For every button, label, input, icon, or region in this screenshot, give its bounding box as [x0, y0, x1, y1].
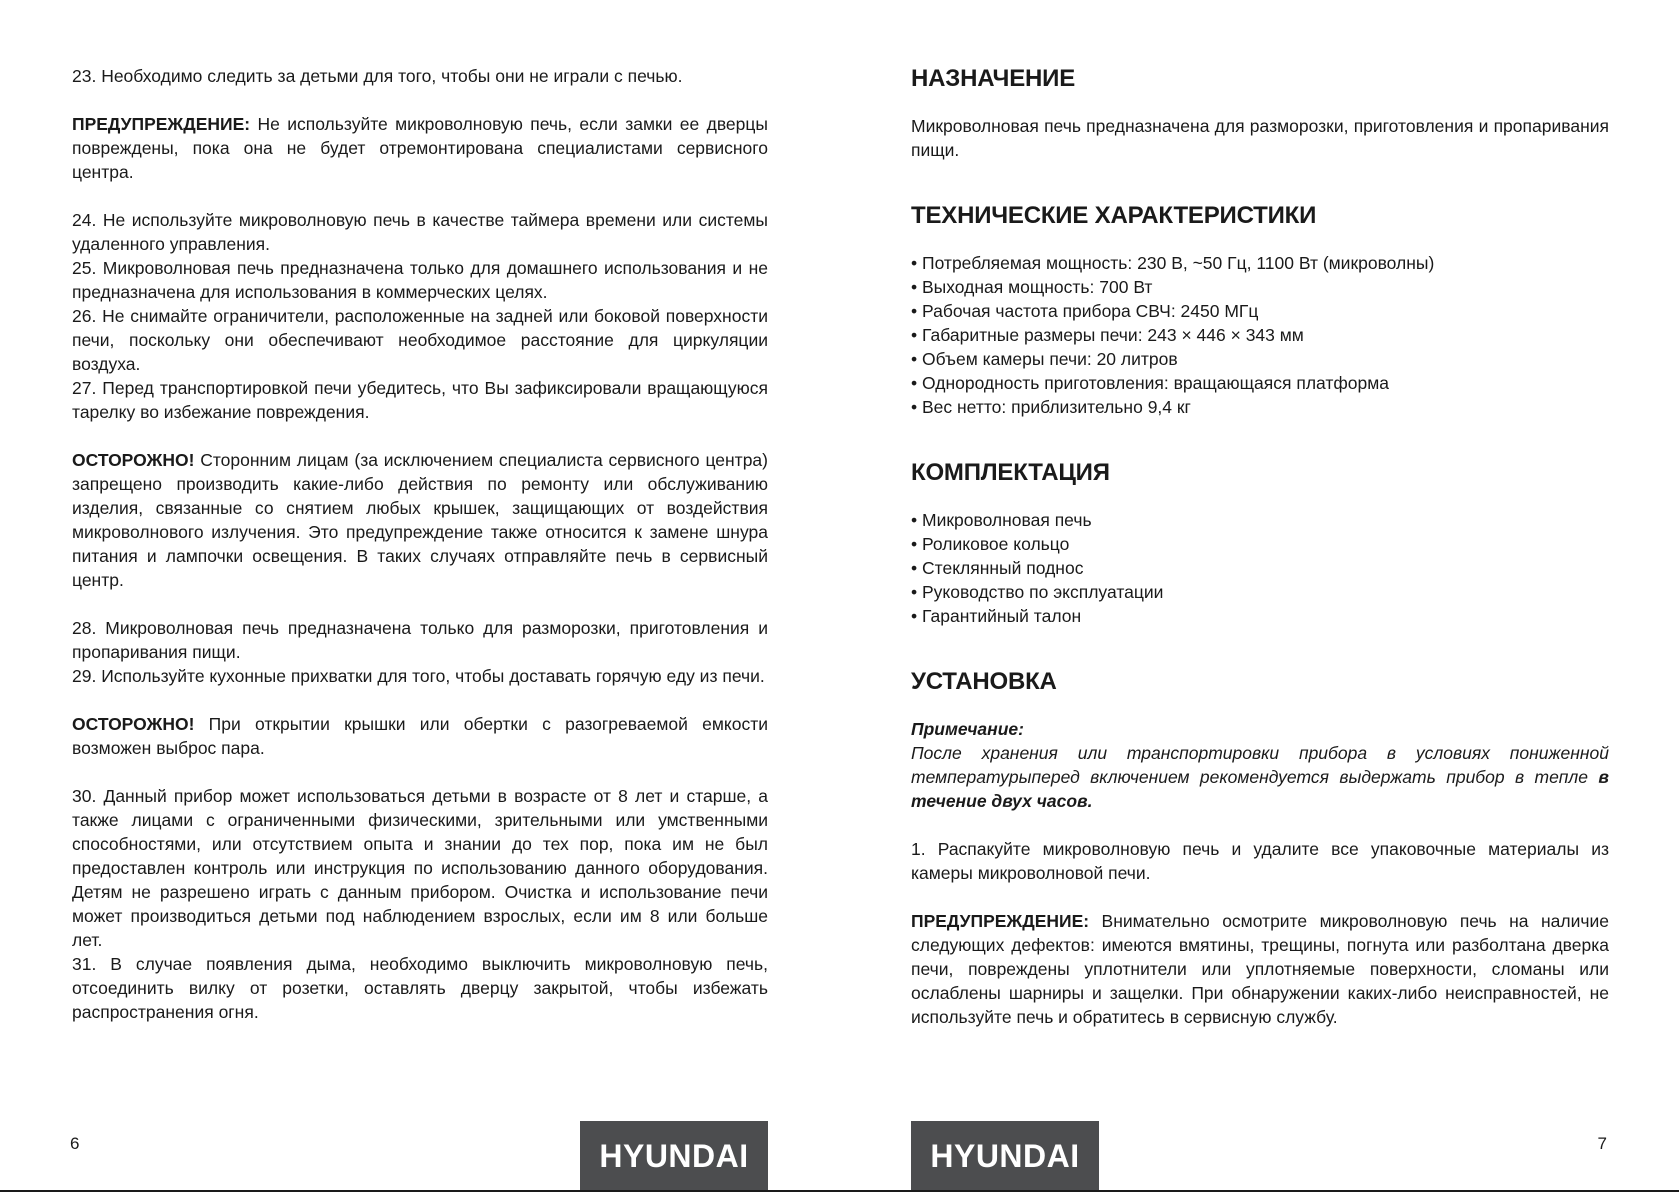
purpose-heading: НАЗНАЧЕНИЕ [911, 65, 1075, 92]
spec-item: • Однородность приготовления: вращающаяся платформа [911, 371, 1609, 395]
spec-item: • Вес нетто: приблизительно 9,4 кг [911, 395, 1609, 419]
spec-item: • Габаритные размеры печи: 243 × 446 × 343 мм [911, 323, 1609, 347]
note-body: После хранения или транспортировки прибора в условиях пониженной температурыперед включением рекомендуется выдержать прибор в тепле [911, 743, 1609, 787]
package-item: • Роликовое кольцо [911, 532, 1609, 556]
hyundai-logo: HYUNDAI [911, 1121, 1099, 1192]
spec-item: • Рабочая частота прибора СВЧ: 2450 МГц [911, 299, 1609, 323]
hyundai-logo: HYUNDAI [580, 1121, 768, 1192]
page-number: 6 [70, 1134, 80, 1153]
warning-text: Внимательно осмотрите микроволновую печь на наличие следующих дефектов: имеются вмятины, трещины, погнута или разболтана дверка печи, повреждены уплотнители или уплотняемые поверхности, сломаны или ослаблены шарниры и защелки. При обнаружении каких-либо неисправностей, не используйте печь и обратитесь в сервисную службу. [911, 911, 1609, 1027]
item-27: 27. Перед транспортировкой печи убедитесь, что Вы зафиксировали вращающуюся тарелку во избежание повреждения. [72, 378, 768, 422]
package-item: • Микроволновая печь [911, 508, 1609, 532]
caution-steam [72, 712, 768, 760]
package-list [911, 508, 1609, 628]
item-29: 29. Используйте кухонные прихватки для того, чтобы доставать горячую еду из печи. [72, 666, 765, 686]
spec-item: • Потребляемая мощность: 230 В, ~50 Гц, 1100 Вт (микроволны) [911, 251, 1609, 275]
item-28: 28. Микроволновая печь предназначена только для разморозки, приготовления и пропаривания пищи. [72, 618, 768, 662]
warning-text: Не используйте микроволновую печь, если замки ее дверцы повреждены, пока она не будет отремонтирована специалистами сервисного центра. [72, 114, 768, 182]
specs-heading: ТЕХНИЧЕСКИЕ ХАРАКТЕРИСТИКИ [911, 202, 1317, 229]
caution-label: ОСТОРОЖНО! [72, 714, 195, 734]
installation-heading: УСТАНОВКА [911, 668, 1057, 695]
purpose-text: Микроволновая печь предназначена для разморозки, приготовления и пропаривания пищи. [911, 116, 1609, 160]
caution-text: Сторонним лицам (за исключением специалиста сервисного центра) запрещено производить какие-либо действия по ремонту или обслуживанию изделия, связанные со снятием любых крышек, защищающих от воздействия микроволнового излучения. Это предупреждение также относится к замене шнура питания и лампочки освещения. В таких случаях отправляйте печь в сервисный центр. [72, 450, 768, 590]
package-item: • Гарантийный талон [911, 604, 1609, 628]
right-column [911, 64, 1609, 1029]
right-page [840, 0, 1679, 1192]
package-item: • Руководство по эксплуатации [911, 580, 1609, 604]
spec-item: • Выходная мощность: 700 Вт [911, 275, 1609, 299]
spec-item: • Объем камеры печи: 20 литров [911, 347, 1609, 371]
note-emphasis: в течение двух часов. [911, 767, 1609, 811]
install-step-1: 1. Распакуйте микроволновую печь и удалите все упаковочные материалы из камеры микроволновой печи. [911, 839, 1609, 883]
package-item: • Стеклянный поднос [911, 556, 1609, 580]
item-30: 30. Данный прибор может использоваться детьми в возрасте от 8 лет и старше, а также лицами с ограниченными физическими, зрительными или умственными способностями, или отсутствием опыта и знании до тех пор, пока им не был предоставлен контроль или инструкция по использованию данного оборудования. Детям не разрешено играть с данным прибором. Очистка и использование печи может производиться детьми под наблюдением взрослых, если им 8 или больше лет. [72, 786, 768, 950]
specs-list [911, 251, 1609, 419]
caution-label: ОСТОРОЖНО! [72, 450, 195, 470]
warning-inspection [911, 909, 1609, 1029]
warning-label: ПРЕДУПРЕЖДЕНИЕ: [911, 911, 1090, 931]
item-26: 26. Не снимайте ограничители, расположенные на задней или боковой поверхности печи, поскольку они обеспечивают необходимое расстояние для циркуляции воздуха. [72, 306, 768, 374]
item-23: 23. Необходимо следить за детьми для того, чтобы они не играли с печью. [72, 66, 683, 86]
package-heading: КОМПЛЕКТАЦИЯ [911, 459, 1110, 486]
left-column [72, 64, 768, 1024]
warning-label: ПРЕДУПРЕЖДЕНИЕ: [72, 114, 251, 134]
note-label: Примечание: [911, 719, 1024, 739]
warning-door-locks [72, 112, 768, 184]
item-25: 25. Микроволновая печь предназначена только для домашнего использования и не предназначена для использования в коммерческих целях. [72, 258, 768, 302]
caution-service [72, 448, 768, 592]
item-24: 24. Не используйте микроволновую печь в качестве таймера времени или системы удаленного управления. [72, 210, 768, 254]
caution-text: При открытии крышки или обертки с разогреваемой емкости возможен выброс пара. [72, 714, 768, 758]
page-number: 7 [1597, 1134, 1607, 1153]
item-31: 31. В случае появления дыма, необходимо выключить микроволновую печь, отсоединить вилку от розетки, оставлять дверцу закрытой, чтобы избежать распространения огня. [72, 954, 768, 1022]
note-text [911, 741, 1609, 813]
